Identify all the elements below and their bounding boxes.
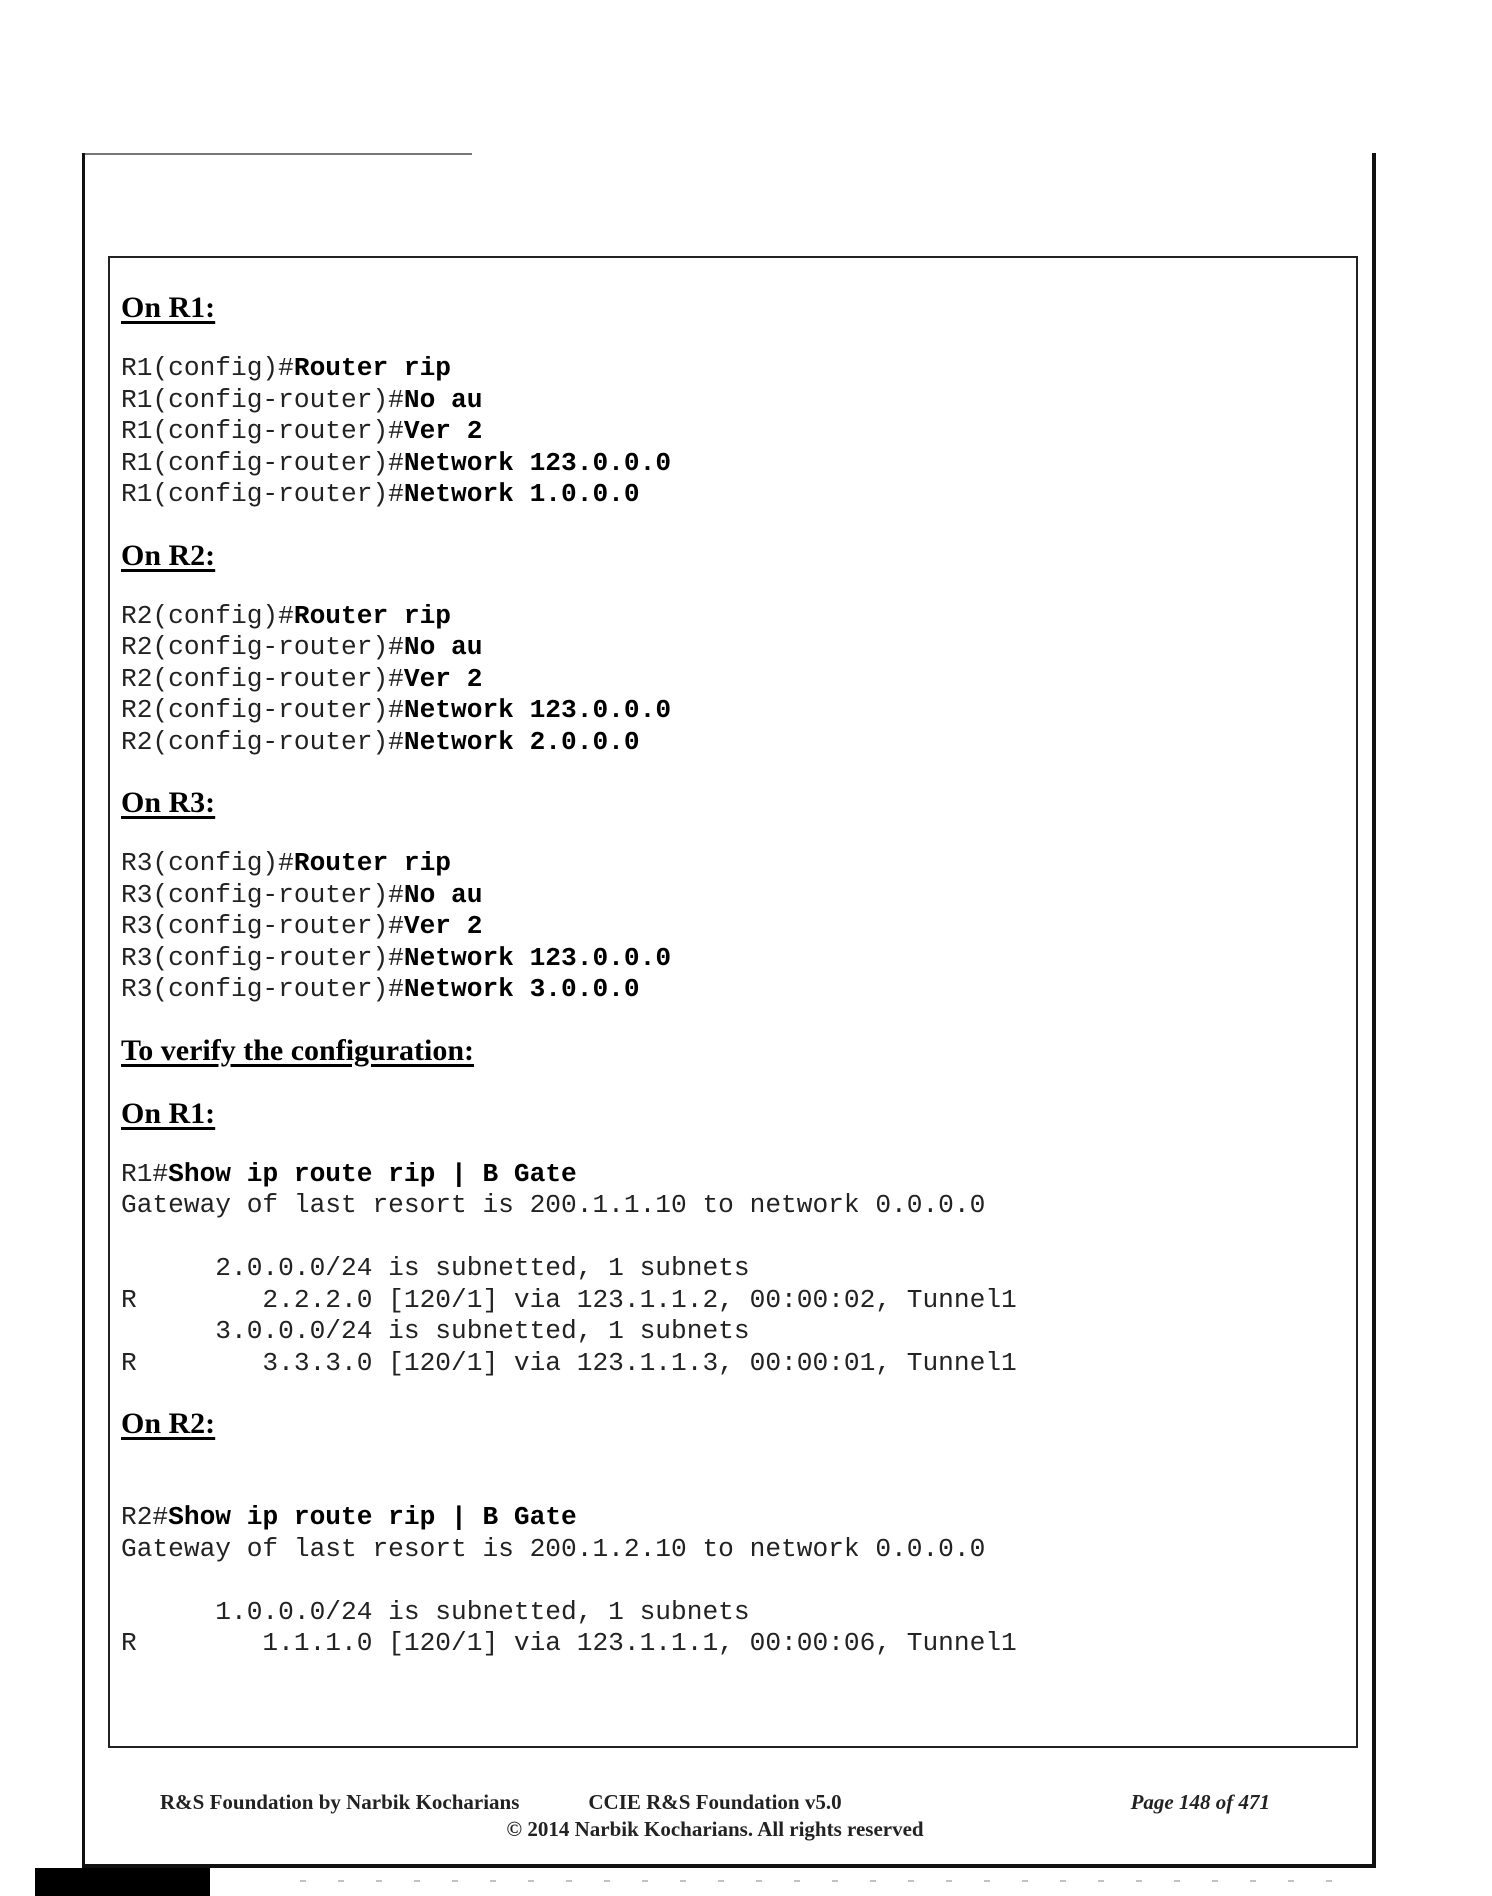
document-content	[121, 290, 1341, 1660]
code-line: R3(config-router)#No au	[121, 879, 483, 910]
code-line: R3(config)#Router rip	[121, 848, 452, 878]
code-line: R1(config-router)#Network 123.0.0.0	[121, 447, 672, 478]
scan-artifact-block	[35, 1868, 210, 1896]
code-line: R2(config-router)#No au	[121, 632, 483, 662]
output-line: 3.0.0.0/24 is subnetted, 1 subnets	[121, 1316, 750, 1346]
section-heading: On R1:	[121, 1096, 216, 1130]
section-heading: On R1:	[121, 291, 216, 324]
code-line: R3(config-router)#Network 123.0.0.0	[121, 942, 672, 973]
config-block	[121, 353, 1341, 511]
output-line: R 3.3.3.0 [120/1] via 123.1.1.3, 00:00:01, Tunnel1	[121, 1347, 1017, 1378]
footer-copyright: © 2014 Narbik Kocharians. All rights reserved	[506, 1817, 924, 1841]
code-line: R2(config)#Router rip	[121, 600, 452, 631]
footer-page-number: Page 148 of 471	[1130, 1790, 1270, 1814]
code-line: R2#Show ip route rip | B Gate	[121, 1502, 577, 1532]
verify-output-block	[121, 1159, 1341, 1380]
output-line: Gateway of last resort is 200.1.2.10 to network 0.0.0.0	[121, 1533, 986, 1564]
page-frame-bottom	[82, 1864, 1376, 1868]
code-line: R3(config-router)#Ver 2	[121, 911, 483, 941]
output-line: R 1.1.1.0 [120/1] via 123.1.1.1, 00:00:06, Tunnel1	[121, 1628, 1017, 1658]
section-heading: On R2:	[121, 538, 216, 572]
output-line: 2.0.0.0/24 is subnetted, 1 subnets	[121, 1253, 750, 1283]
footer-title: CCIE R&S Foundation v5.0	[588, 1790, 842, 1814]
section-heading: On R2:	[121, 1407, 216, 1440]
config-block	[121, 601, 1341, 759]
code-line: R1(config)#Router rip	[121, 353, 452, 383]
output-line: Gateway of last resort is 200.1.1.10 to network 0.0.0.0	[121, 1190, 986, 1220]
section-heading: On R3:	[121, 786, 216, 819]
config-block	[121, 848, 1341, 1006]
verify-heading: To verify the configuration:	[121, 1033, 475, 1067]
code-line: R2(config-router)#Network 123.0.0.0	[121, 695, 672, 725]
code-line: R1(config-router)#No au	[121, 384, 483, 415]
verify-output-block	[121, 1502, 1341, 1660]
scan-artifact-dots	[300, 1880, 1350, 1882]
code-line: R3(config-router)#Network 3.0.0.0	[121, 974, 640, 1004]
code-line: R1(config-router)#Ver 2	[121, 416, 483, 446]
code-line: R2(config-router)#Network 2.0.0.0	[121, 726, 640, 757]
footer-author: R&S Foundation by Narbik Kocharians	[160, 1790, 520, 1814]
code-line: R1#Show ip route rip | B Gate	[121, 1158, 577, 1189]
code-line: R1(config-router)#Network 1.0.0.0	[121, 479, 640, 509]
page-frame-top	[82, 153, 472, 155]
code-line: R2(config-router)#Ver 2	[121, 663, 483, 694]
output-line: 1.0.0.0/24 is subnetted, 1 subnets	[121, 1596, 750, 1627]
output-line: R 2.2.2.0 [120/1] via 123.1.1.2, 00:00:02, Tunnel1	[121, 1284, 1017, 1315]
page-frame-right	[1372, 153, 1376, 1868]
page-frame-left	[82, 153, 85, 1868]
